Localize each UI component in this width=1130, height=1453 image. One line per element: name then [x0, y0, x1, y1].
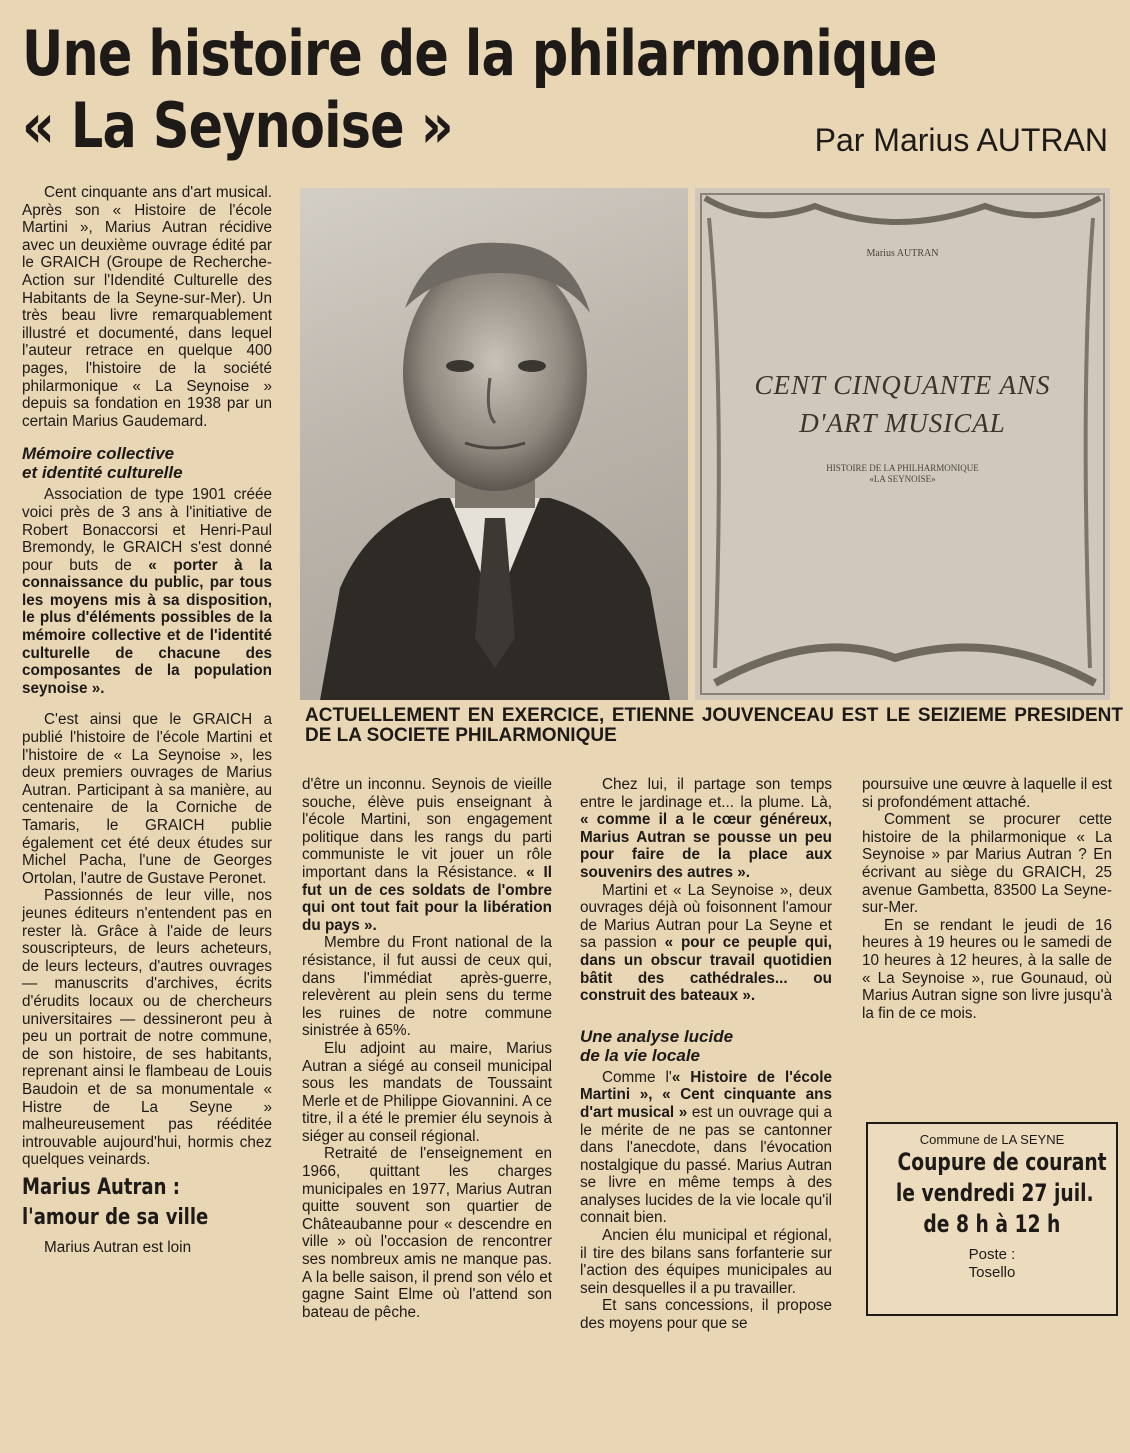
headline-line-2: « La Seynoise »: [22, 89, 453, 162]
bold-quote: « Il fut un de ces soldats de l'ombre qui ont tout fait pour la libération du pays ».: [302, 863, 552, 934]
book-cover: [695, 188, 1110, 700]
photo-caption: ACTUELLEMENT EN EXERCICE, ETIENNE JOUVENCEAU EST LE SEIZIEME PRESIDENT DE LA SOCIETE PHILARMONIQUE: [305, 705, 1123, 746]
text-span: Comme l': [602, 1068, 672, 1086]
bold-quote: « porter à la connaissance du public, par tous les moyens mis à sa disposition, le plus d'éléments possibles de la mémoire collective et de l'identité culturelle de chacune des composantes de la population seynoise ».: [22, 556, 273, 697]
paragraph: C'est ainsi que le GRAICH a publié l'histoire de l'école Martini et l'histoire de « La Seynoise », les deux premiers ouvrages de Marius Autran. Participant à sa manière, au centenaire de la Corniche de Tamaris, le GRAICH publie également cet été deux études sur Michel Pacha, l'une de Georges Ortolan, l'autre de Gustave Peronet.: [22, 711, 272, 887]
column-4: [862, 776, 1112, 1022]
column-2: [302, 776, 552, 1321]
text-span: Association de type 1901 créée voici près de 3 ans à l'initiative de Robert Bonaccorsi et Henri-Paul Bremondy, le GRAICH s'est donné pour buts de: [22, 486, 272, 574]
subheading-memoire: [22, 444, 272, 482]
paragraph: Passionnés de leur ville, nos jeunes éditeurs n'entendent pas en rester là. Grâce à l'aide de leurs souscripteurs, de leurs acheteurs, de leurs lecteurs, d'autres ouvrages — manuscrits d'archives, écrits d'érudits locaux ou de chercheurs universitaires — dessineront peu à peu un portrait de notre commune, de son histoire, de ses habitants, reprenant ainsi le flambeau de Louis Baudoin et de sa monumentale « Histre de La Seyne » malheureusement pas rééditée introuvable aujourd'hui, hormis chez quelques veinards.: [22, 887, 272, 1169]
power-cut-notice: [866, 1122, 1118, 1316]
portrait-photo: [300, 188, 688, 700]
paragraph: Elu adjoint au maire, Marius Autran a siégé au conseil municipal sous les mandats de Toussaint Merle et de Philippe Giovannini. A ce titre, il a été le premier élu seynois à siéger au conseil régional.: [302, 1039, 552, 1145]
bold-quote: « Histoire de l'école Martini », « Cent cinquante ans d'art musical »: [580, 1068, 832, 1121]
cover-subtitle: [695, 463, 1110, 485]
headline: [22, 17, 937, 162]
paragraph: [580, 776, 832, 882]
column-3: [580, 776, 832, 1333]
subheading-line: et identité culturelle: [22, 463, 183, 483]
notice-post-name: Tosello: [968, 1264, 1016, 1281]
bold-quote: « comme il a le cœur généreux, Marius Autran se pousse un peu pour faire de la place aux souvenirs des autres ».: [580, 811, 832, 881]
paragraph: Comment se procurer cette histoire de la philarmonique « La Seynoise » par Marius Autran ? En écrivant au siège du GRAICH, 25 avenue Gambetta, 83500 La Seyne-sur-Mer.: [862, 811, 1112, 917]
subheading-line: de la vie locale: [580, 1045, 701, 1065]
paragraph: [22, 486, 272, 697]
paragraph: Membre du Front national de la résistance, il fut aussi de ceux qui, dans l'immédiat après-guerre, relevèrent au plein sens du terme les ruines de notre commune sinistrée à 65%.: [302, 934, 552, 1040]
cover-author: Marius AUTRAN: [866, 248, 939, 259]
notice-post-label: Poste :: [968, 1246, 1016, 1263]
subheading-line: Une analyse lucide: [580, 1026, 734, 1046]
notice-commune: Commune de LA SEYNE: [919, 1132, 1065, 1147]
cover-ornament: [695, 188, 1110, 700]
paragraph: [580, 1069, 832, 1227]
cover-subtitle-line: «LA SEYNOISE»: [869, 474, 936, 484]
notice-hours: de 8 h à 12 h: [923, 1210, 1061, 1238]
byline: Par Marius AUTRAN: [814, 122, 1108, 158]
paragraph: Et sans concessions, il propose des moyens pour que se: [580, 1297, 832, 1333]
paragraph: En se rendant le jeudi de 16 heures à 19 heures ou le samedi de 10 heures à 12 heures, à la salle de « La Seynoise », rue Gounaud, où Marius Autran signe son livre jusqu'à la fin de ce mois.: [862, 916, 1112, 1022]
cover-subtitle-line: HISTOIRE DE LA PHILHARMONIQUE: [826, 463, 979, 473]
text-span: Martini et « La Seynoise », deux ouvrages déjà où foisonnent l'amour de Marius Autran pour La Seyne et sa passion: [580, 881, 832, 952]
column-1: [22, 184, 272, 1256]
text-span: Chez lui, il partage son temps entre le jardinage et... la plume. Là,: [580, 776, 832, 811]
notice-title: Coupure de courant: [897, 1148, 1107, 1176]
portrait-illustration: [300, 188, 688, 700]
subheading-line: l'amour de sa ville: [22, 1204, 209, 1230]
headline-line-1: Une histoire de la philarmonique: [22, 17, 937, 90]
subheading-line: Marius Autran :: [22, 1174, 180, 1200]
paragraph: Retraité de l'enseignement en 1966, quittant les charges municipales en 1977, Marius Autran quitte souvent son quartier de Châteaubanne pour « descendre en ville » où l'occasion de rencontrer ses nombreux amis ne manque pas. A la belle saison, il prend son vélo et gagne Saint Elme où l'attend son bateau de pêche.: [302, 1145, 552, 1321]
text-span: d'être un inconnu. Seynois de vieille souche, élève puis enseignant à l'école Martini, son engagement politique dans les rangs du parti communiste le vit jouer un rôle important dans la Résistance.: [302, 776, 552, 881]
paragraph: Ancien élu municipal et régional, il tire des bilans sans forfanterie sur l'action des équipes municipales au sein desquelles il a pu travailler.: [580, 1227, 832, 1297]
cover-title-line: CENT CINQUANTE ANS: [754, 370, 1051, 400]
bold-quote: « pour ce peuple qui, dans un obscur travail quotidien bâtit des cathédrales... ou construit des bateaux ».: [580, 934, 832, 1005]
intro-paragraph: Cent cinquante ans d'art musical. Après son « Histoire de l'école Martini », Marius Autran récidive avec un deuxième ouvrage édité par le GRAICH (Groupe de Recherche-Action sur l'Idendité Culturelle des Habitants de la Seyne-sur-Mer). Un très beau livre remarquablement illustré et documenté, dans lequel l'auteur retrace en quelque 400 pages, l'histoire de la société philarmonique « La Seynoise » depuis sa fondation en 1938 par un certain Marius Gaudemard.: [22, 184, 272, 430]
subheading-analyse: [580, 1027, 832, 1065]
subheading-line: Mémoire collective: [22, 444, 175, 464]
cover-title: [695, 366, 1110, 442]
subheading-marius: [22, 1173, 227, 1233]
paragraph: Marius Autran est loin: [44, 1238, 192, 1256]
paragraph: poursuive une œuvre à laquelle il est si profondément attaché.: [862, 776, 1112, 811]
cover-title-line: D'ART MUSICAL: [799, 408, 1006, 438]
paragraph: [580, 882, 832, 1005]
text-span: est un ouvrage qui a le mérite de ne pas se cantonner dans l'anecdote, dans l'évocation nostalgique du passé. Marius Autran se livre en même temps à des analyses lucides de la vie locale qu'il connait bien.: [580, 1103, 833, 1227]
paragraph: [302, 776, 552, 934]
notice-date: le vendredi 27 juil.: [895, 1179, 1094, 1207]
